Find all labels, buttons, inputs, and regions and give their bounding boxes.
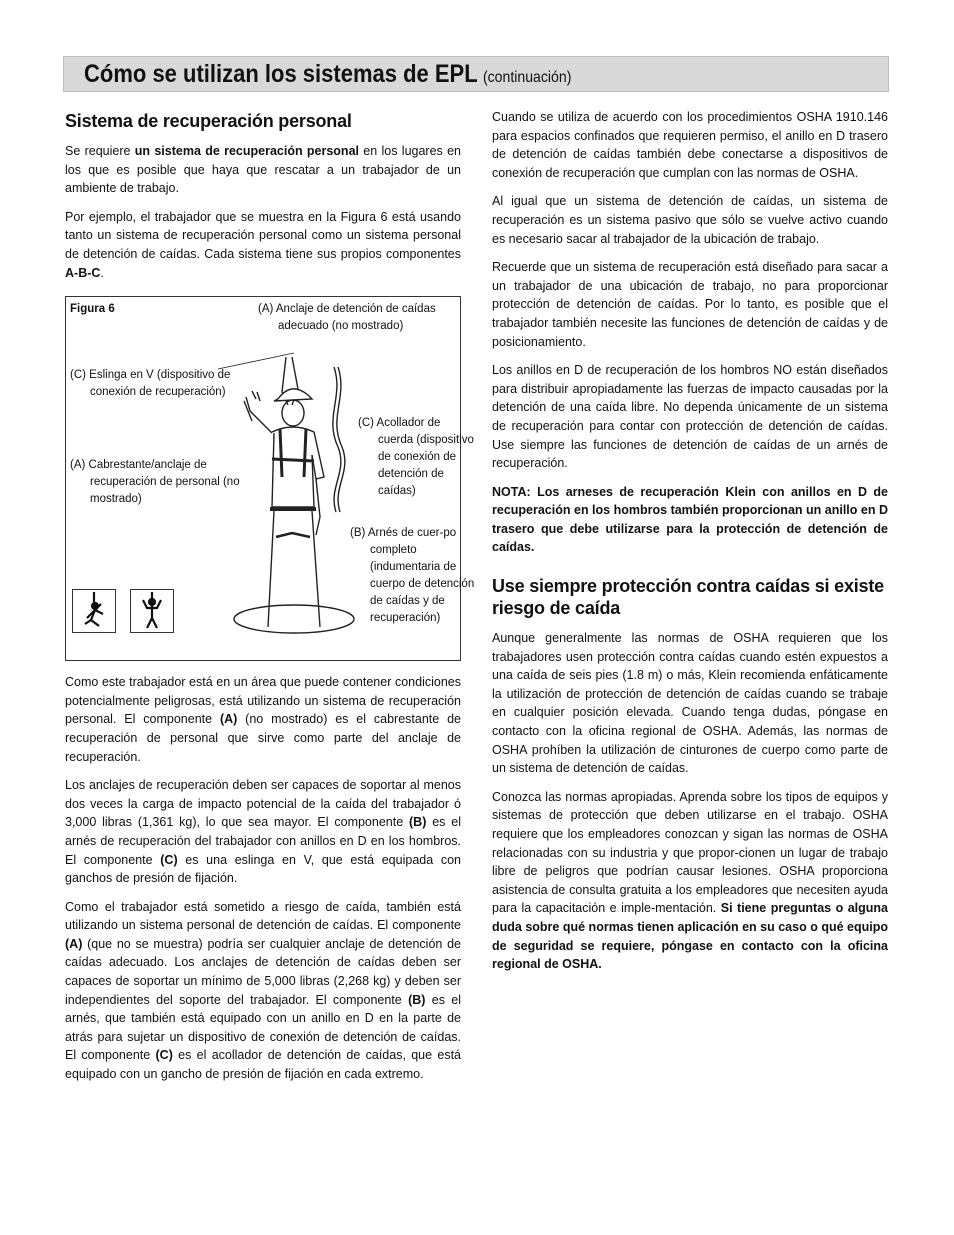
paragraph: Conozca las normas apropiadas. Aprenda sobre los tipos de equipos y sistemas de protección que deben utilizarse en el trabajo. OSHA requiere que los empleadores conozcan y sigan las normas de OSHA relacionadas con su industria y que propor-cionen un lugar de trabajo libre de peligros que podrían causar lesiones. OSHA proporciona asistencia de consulta gratuita a los empleadores que necesiten ayuda para la capacitación e imple-mentación. Si tiene preguntas o alguna duda sobre qué normas tienen aplicación en su caso o qué equipo de seguridad se requiere, póngase en contacto con la oficina regional de OSHA. xyxy=(492,789,888,972)
paragraph: Los anclajes de recuperación deben ser capaces de soportar al menos dos veces la carga de impacto potencial de la caída del trabajador ó 3,000 libras (1,361 kg), lo que sea mayor. El componente (B) es el arnés de recuperación del trabajador con anillos en D en los hombros. El componente (C) es una eslinga en V, que está equipada con ganchos de presión de fijación. xyxy=(65,778,461,886)
paragraph: Como este trabajador está en un área que puede contener condiciones potencialmente peligrosas, está utilizando un sistema de recuperación personal. El componente (A) (no mostrado) es el cabrestante de recuperación de personal que sirve como parte del anclaje de recuperación. xyxy=(65,675,461,764)
paragraph: Aunque generalmente las normas de OSHA requieren que los trabajadores usen protección contra caídas cuando estén expuestos a una caída de seis pies (1.8 m) o más, Klein recomienda enfáticamente la utilización de protección de detención de caídas cuando se trabaje en cualquier posición elevada. Cuando tenga dudas, póngase en contacto con la oficina regional de OSHA. Además, las normas de OSHA prohíben la utilización de cinturones de cuerpo como parte de un sistema de detención de caídas. xyxy=(492,631,888,776)
note-paragraph: NOTA: Los arneses de recuperación Klein con anillos en D de recuperación en los hombros también proporcionan un anillo en D trasero que debe utilizarse para la protección de detención de caídas. xyxy=(492,484,888,555)
paragraph: Los anillos en D de recuperación de los hombros NO están diseñados para distribuir apropiadamente las fuerzas de impacto causadas por la detención de una caída libre. No dependa únicamente de un sistema de recuperación para contar con protección de detención de caídas. Use siempre las funciones de detención de caídas de un arnés de recuperación. xyxy=(492,363,888,471)
figure-label-anchor: (A) Anclaje de detención de caídas adecuado (no mostrado) xyxy=(258,303,436,333)
page-title-continuation: (continuación) xyxy=(482,68,572,86)
fall-icon-box xyxy=(72,589,116,633)
paragraph: Cuando se utiliza de acuerdo con los procedimientos OSHA 1910.146 para espacios confinados que requieren permiso, el anillo en D trasero de detención de caídas también debe conectarse a dispositivos de conexión de recuperación que cumplan con las normas de OSHA. xyxy=(492,110,888,180)
figure-label-harness: (B) Arnés de cuer-po completo (indumentaria de cuerpo de detención de caídas y de recuperación) xyxy=(350,527,475,625)
paragraph: Al igual que un sistema de detención de caídas, un sistema de recuperación es un sistema pasivo que sólo se vuelve activo cuando es necesario sacar al trabajador de la ubicación de trabajo. xyxy=(492,194,888,246)
falling-worker-icon xyxy=(73,590,115,632)
left-column xyxy=(65,110,475,1094)
section-heading-recovery: Sistema de recuperación personal xyxy=(65,111,352,131)
paragraph: Se requiere un sistema de recuperación personal en los lugares en los que es posible que haya que rescatar a un trabajador de un ambiente de trabajo. xyxy=(65,144,461,196)
paragraph: Por ejemplo, el trabajador que se muestra en la Figura 6 está usando tanto un sistema de recuperación personal como un sistema personal de detención de caídas. Cada sistema tiene sus propios componentes A-B-C. xyxy=(65,209,461,280)
figure-label-rope-lanyard: (C) Acollador de cuerda (dispositivo de conexión de detención de caídas) xyxy=(358,417,474,498)
paragraph: Recuerde que un sistema de recuperación está diseñado para sacar a un trabajador de una ubicación de trabajo, no para proporcionar protección de detención de caídas. Por lo tanto, es posible que el trabajador también necesite las funciones de detención de caídas y de posicionamiento. xyxy=(492,260,888,349)
figure-label-winch: (A) Cabrestante/anclaje de recuperación de personal (no mostrado) xyxy=(70,459,240,506)
page-title-text: Cómo se utilizan los sistemas de EPL xyxy=(84,59,478,88)
figure-6 xyxy=(65,296,475,661)
page-title xyxy=(84,60,571,89)
retrieval-icon-box xyxy=(130,589,174,633)
worker-harness-illustration xyxy=(216,337,356,642)
suspended-worker-icon xyxy=(131,590,173,632)
paragraph: Como el trabajador está sometido a riesgo de caída, también está utilizando un sistema personal de detención de caídas. El componente (A) (que no se muestra) podría ser cualquier anclaje de detención de caídas adecuado. Los anclajes de detención de caídas deben ser capaces de soportar un mínimo de 5,000 libras (2,268 kg) y deben ser independientes del soporte del trabajador. El componente (B) es el arnés, que también está equipado con un anillo en D en la parte de atrás para sujetar un dispositivo de conexión de detención de caídas. El componente (C) es el acollador de detención de caídas, que está equipado con un gancho de presión de fijación en cada extremo. xyxy=(65,899,462,1082)
right-column xyxy=(492,108,888,984)
title-bar xyxy=(63,56,889,92)
figure-label-v-lanyard: (C) Eslinga en V (dispositivo de conexión de recuperación) xyxy=(70,369,231,399)
section-heading-fall-protection: Use siempre protección contra caídas si existe riesgo de caída xyxy=(492,576,884,619)
figure-title: Figura 6 xyxy=(70,303,115,316)
